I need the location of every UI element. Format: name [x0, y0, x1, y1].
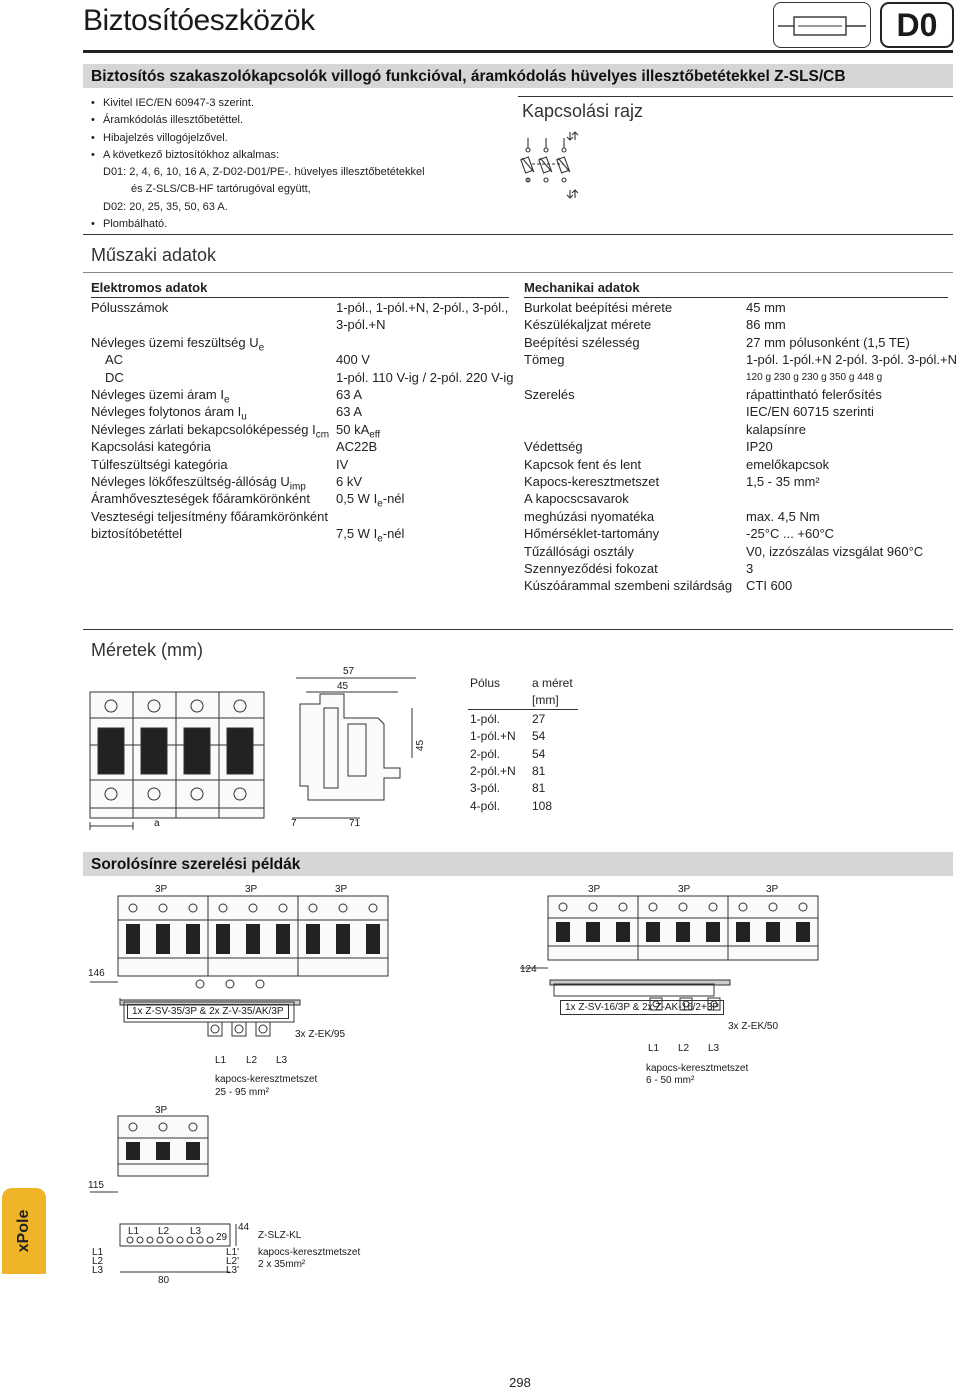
phase-label: L3	[708, 1043, 720, 1054]
dimensions-title: Méretek (mm)	[91, 640, 203, 660]
mechanical-row-value: CTI 600	[746, 578, 793, 594]
electrical-table	[91, 300, 514, 550]
feature-item: • Kivitel IEC/EN 60947-3 szerint.	[91, 97, 255, 109]
phase-label: L1	[215, 1055, 227, 1066]
electrical-row-label: AC	[105, 352, 124, 368]
mechanical-row-value: max. 4,5 Nm	[746, 508, 820, 524]
right-group-label: 3P	[678, 884, 691, 895]
dimension-table-cell: 1-pól.+N	[470, 729, 516, 744]
electrical-row-label: Kapcsolási kategória	[91, 439, 211, 455]
phase-label: L2	[678, 1043, 690, 1054]
left-group-label: 3P	[245, 884, 258, 895]
electrical-row-label: Névleges lökőfeszültség-állóság $U_{imp}$	[91, 474, 306, 493]
feature-item: • Plombálható.	[91, 218, 168, 231]
xpole-side-tab: xPole	[2, 1188, 46, 1274]
right-busbar-label: 1x Z-SV-16/3P & 2x Z-AK-16/2+3P	[560, 1000, 724, 1015]
electrical-row-label: Névleges üzemi áram $I_e$	[91, 387, 230, 406]
front-view-drawing	[88, 690, 268, 835]
electrical-row-value: 63 A	[336, 387, 363, 402]
dimensions-rule	[83, 629, 953, 630]
mechanical-row-value: 1-pól. 1-pól.+N 2-pól. 3-pól. 3-pól.+N	[746, 352, 958, 368]
mechanical-row-label: Védettség	[524, 439, 583, 455]
electrical-row-label: Veszteségi teljesítmény főáramkörönként	[91, 508, 329, 524]
bottom-cross-label: kapocs-keresztmetszet	[258, 1247, 361, 1258]
dimension-table-cell: 3-pól.	[470, 781, 501, 796]
mechanical-row-label: meghúzási nyomatéka	[524, 508, 655, 524]
bottom-80-label: 80	[158, 1275, 170, 1286]
mechanical-row-label: Beépítési szélesség	[524, 334, 640, 350]
right-group-label: 3P	[588, 884, 601, 895]
bottom-29-label: 29	[216, 1232, 228, 1243]
right-cross-value: 6 - 50 mm²	[646, 1075, 695, 1086]
dim-57-label: 57	[343, 666, 355, 677]
bottom-cross-value: 2 x 35mm²	[258, 1259, 306, 1270]
electrical-rule	[91, 297, 509, 298]
left-busbar-label: 1x Z-SV-35/3P & 2x Z-V-35/AK/3P	[127, 1004, 289, 1019]
mechanical-rule	[524, 297, 948, 298]
dimension-table-cell: 2-pól.+N	[470, 763, 516, 778]
right-height-label: 124	[520, 964, 537, 975]
feature-item: D02: 20, 25, 35, 50, 63 A.	[103, 200, 228, 213]
dimension-table	[468, 676, 578, 826]
electrical-row-value: 1-pól., 1-pól.+N, 2-pól., 3-pól.,	[336, 300, 509, 315]
phase-label: L2	[158, 1226, 170, 1237]
mechanical-row-value: IP20	[746, 439, 773, 455]
electrical-row-value: 6 kV	[336, 474, 363, 489]
bottom-right-phases: L1' L2' L3'	[226, 1247, 240, 1276]
electrical-row-label: Áramhőveszteségek főáramkörönként	[91, 491, 310, 507]
dimension-table-cell: 27	[532, 712, 546, 726]
mechanical-row-value: 1,5 - 35 mm²	[746, 474, 820, 489]
feature-item: D01: 2, 4, 6, 10, 16 A, Z-D02-D01/PE-. hüvelyes illesztőbetétekkel	[103, 166, 425, 179]
dimension-table-cell: 1-pól.	[470, 712, 501, 726]
electrical-row-label: Névleges folytonos áram $I_u$	[91, 404, 247, 423]
mechanical-row-value: 86 mm	[746, 317, 786, 333]
left-height-label: 146	[88, 968, 105, 979]
dimension-table-cell: 54	[532, 746, 546, 761]
electrical-row-label: Túlfeszültségi kategória	[91, 456, 228, 472]
phase-label: L3	[276, 1055, 288, 1066]
dimension-table-cell: 2-pól.	[470, 746, 501, 761]
left-group-label: 3P	[335, 884, 348, 895]
feature-item: • Áramkódolás illesztőbetéttel.	[91, 114, 244, 127]
phase-label: L2	[246, 1055, 258, 1066]
mechanical-row-label: Burkolat beépítési mérete	[524, 300, 673, 315]
left-cross-label: kapocs-keresztmetszet	[215, 1074, 318, 1085]
mechanical-row-value: 3	[746, 561, 754, 576]
dimension-table-unit: [mm]	[532, 693, 559, 707]
tech-title: Műszaki adatok	[91, 245, 217, 265]
dimension-table-rule	[468, 709, 578, 710]
mechanical-row-value: 120 g 230 g 230 g 350 g 448 g	[746, 371, 883, 383]
electrical-row-value: 50 $kA_{eff}$	[336, 421, 381, 441]
left-cross-value: 25 - 95 mm²	[215, 1087, 269, 1098]
electrical-row-label: Névleges üzemi feszültség $U_e$	[91, 334, 265, 354]
mechanical-row-label: Szerelés	[524, 387, 575, 402]
mechanical-row-value: 27 mm pólusonként (1,5 TE)	[746, 334, 910, 350]
mechanical-row-label: Hőmérséklet-tartomány	[524, 526, 660, 542]
mechanical-row-value: -25°C ... +60°C	[746, 526, 835, 542]
electrical-row-label: DC	[105, 369, 124, 385]
electrical-row-value: 0,5 W $I_e$-nél	[336, 491, 405, 510]
dimension-table-cell: 108	[532, 798, 553, 813]
tech-rule	[83, 234, 953, 235]
mechanical-row-value: 45 mm	[746, 300, 786, 315]
mechanical-row-label: Tűzállósági osztály	[524, 543, 634, 559]
mechanical-row-value: IEC/EN 60715 szerinti	[746, 404, 874, 420]
mechanical-row-label: A kapocscsavarok	[524, 491, 629, 507]
left-terminal-label: 3x Z-EK/95	[295, 1029, 346, 1040]
dimension-table-header-a: a méret	[532, 676, 573, 690]
circuit-diagram	[518, 124, 608, 209]
dim-a-label: a	[154, 818, 160, 829]
mechanical-row-value: rápattintható felerősítés	[746, 387, 882, 402]
bottom-left-phases: L1 L2 L3	[92, 1247, 104, 1276]
mounting-title: Sorolósínre szerelési példák	[91, 856, 301, 873]
electrical-row-value: IV	[336, 456, 349, 472]
electrical-row-label: Pólusszámok	[91, 300, 169, 315]
mechanical-row-label: Szennyeződési fokozat	[524, 561, 658, 576]
electrical-row-value: 63 A	[336, 404, 363, 420]
mechanical-row-value: emelőkapcsok	[746, 456, 830, 472]
dimension-table-cell: 54	[532, 729, 546, 744]
dimension-table-cell: 4-pól.	[470, 798, 501, 813]
electrical-row-value: AC22B	[336, 439, 378, 455]
mechanical-row-label: Kúszóárammal szembeni szilárdság	[524, 578, 733, 594]
mechanical-table	[524, 300, 958, 600]
fuse-holder-icon	[773, 2, 871, 48]
feature-item: • A következő biztosítókhoz alkalmas:	[91, 148, 280, 161]
electrical-row-value: 7,5 W $I_e$-nél	[336, 526, 405, 545]
feature-item: és Z-SLS/CB-HF tartórugóval együtt,	[131, 183, 311, 196]
mechanical-row-label: Kapocs-keresztmetszet	[524, 474, 660, 489]
phase-label: L1	[128, 1226, 140, 1237]
page-title: Biztosítóeszközök	[83, 4, 315, 37]
tech-subrule	[83, 272, 953, 273]
right-terminal-label: 3x Z-EK/50	[728, 1021, 779, 1032]
mechanical-row-value: V0, izzószálas vizsgálat 960°C	[746, 543, 924, 559]
phase-label: L3	[190, 1226, 202, 1237]
right-group-label: 3P	[766, 884, 779, 895]
electrical-title: Elektromos adatok	[91, 280, 208, 295]
feature-item: • Hibajelzés villogójelzővel.	[91, 131, 228, 144]
mechanical-row-label: Tömeg	[524, 352, 565, 368]
feature-list	[91, 95, 425, 233]
header-rule	[83, 50, 953, 53]
bottom-slz-label: Z-SLZ-KL	[258, 1230, 302, 1241]
electrical-row-value: 3-pól.+N	[336, 317, 386, 333]
dimension-table-cell: 81	[532, 763, 546, 778]
dim-71-label: 71	[349, 818, 361, 829]
dim-45-label: 45	[337, 681, 349, 692]
product-title: Biztosítós szakaszolókapcsolók villogó funkcióval, áramkódolás hüvelyes illesztőbetétekkel Z-SLS/CB	[91, 68, 846, 85]
schematic-rule	[518, 96, 953, 97]
electrical-row-value: 400 V	[336, 352, 370, 368]
section-badge: D0	[880, 2, 954, 48]
left-group-label: 3P	[155, 884, 168, 895]
schematic-title: Kapcsolási rajz	[522, 101, 644, 121]
electrical-row-label: Névleges zárlati bekapcsolóképesség $I_{cm}$	[91, 421, 330, 441]
dimension-table-cell: 81	[532, 781, 546, 796]
mechanical-row-label: Kapcsok fent és lent	[524, 456, 642, 472]
bottom-44-label: 44	[238, 1222, 250, 1233]
mechanical-row-value: kalapsínre	[746, 421, 806, 437]
mechanical-title: Mechanikai adatok	[524, 280, 640, 295]
page-number: 298	[509, 1375, 531, 1389]
dim-45v-label: 45	[415, 739, 427, 752]
bottom-group-label: 3P	[155, 1105, 168, 1116]
electrical-row-value: 1-pól. 110 V-ig / 2-pól. 220 V-ig	[336, 369, 514, 385]
dim-7-label: 7	[291, 818, 297, 829]
phase-label: L1	[648, 1043, 660, 1054]
bottom-height-label: 115	[88, 1180, 104, 1191]
dimension-table-header-pole: Pólus	[470, 676, 501, 690]
mechanical-row-label: Készülékaljzat mérete	[524, 317, 652, 333]
electrical-row-label: biztosítóbetéttel	[91, 526, 183, 542]
right-cross-label: kapocs-keresztmetszet	[646, 1063, 749, 1074]
